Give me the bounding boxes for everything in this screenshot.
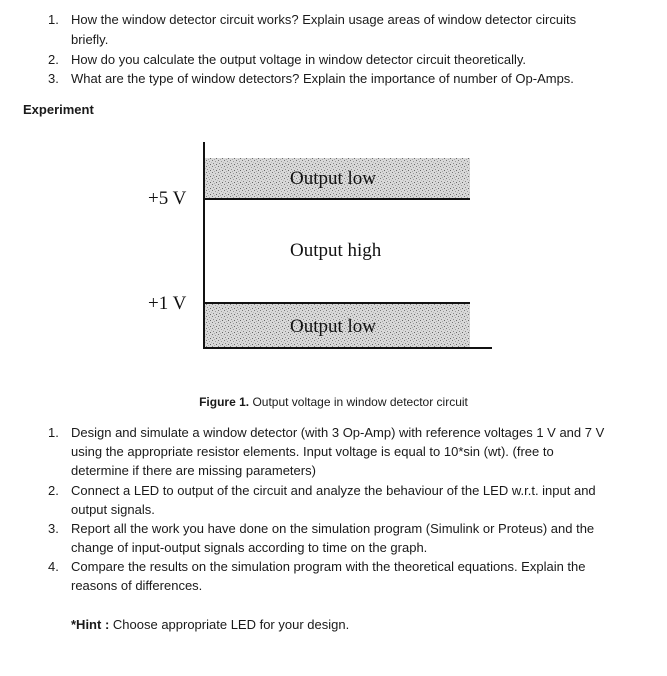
task-2-line-2: output signals.	[71, 502, 155, 517]
window-detector-figure	[140, 130, 510, 360]
question-1-line-1: How the window detector circuit works? Explain usage areas of window detector circuits	[71, 12, 577, 27]
hint-text: Choose appropriate LED for your design.	[109, 617, 350, 632]
task-3-line-1: Report all the work you have done on the simulation program (Simulink or Proteus) and the	[71, 521, 595, 536]
task-1-line-2: using the appropriate resistor elements. Input voltage is equal to 10*sin (wt). (free to	[71, 444, 554, 459]
question-3-line-1: What are the type of window detectors? Explain the importance of number of Op-Amps.	[71, 71, 574, 86]
task-2-line-1: Connect a LED to output of the circuit and analyze the behaviour of the LED w.r.t. input and	[71, 483, 596, 498]
task-1-number: 1.	[48, 425, 59, 440]
question-1-number: 1.	[48, 12, 59, 27]
hint	[71, 617, 349, 632]
upper-voltage-label: +5 V	[148, 188, 187, 209]
caption-text: Output voltage in window detector circuit	[249, 395, 468, 409]
task-4-line-1: Compare the results on the simulation program with the theoretical equations. Explain the	[71, 559, 586, 574]
task-4-number: 4.	[48, 559, 59, 574]
task-3-number: 3.	[48, 521, 59, 536]
question-2-line-1: How do you calculate the output voltage in window detector circuit theoretically.	[71, 52, 527, 67]
middle-label: Output high	[290, 240, 382, 261]
task-3-line-2: change of input-output signals according to time on the graph.	[71, 540, 428, 555]
question-2-number: 2.	[48, 52, 59, 67]
task-1-line-3: determine if there are missing parameters)	[71, 463, 316, 478]
caption-prefix: Figure 1.	[199, 395, 250, 409]
hint-label: *Hint :	[71, 617, 110, 632]
task-1-line-1: Design and simulate a window detector (with 3 Op-Amp) with reference voltages 1 V and 7 V	[71, 425, 605, 440]
task-4-line-2: reasons of differences.	[71, 578, 203, 593]
task-2-number: 2.	[48, 483, 59, 498]
bottom-band-label: Output low	[290, 316, 377, 337]
question-3-number: 3.	[48, 71, 59, 86]
top-band-label: Output low	[290, 168, 377, 189]
experiment-heading: Experiment	[23, 102, 94, 117]
question-1-line-2: briefly.	[71, 32, 109, 47]
lower-voltage-label: +1 V	[148, 293, 187, 314]
figure-caption	[0, 395, 667, 409]
